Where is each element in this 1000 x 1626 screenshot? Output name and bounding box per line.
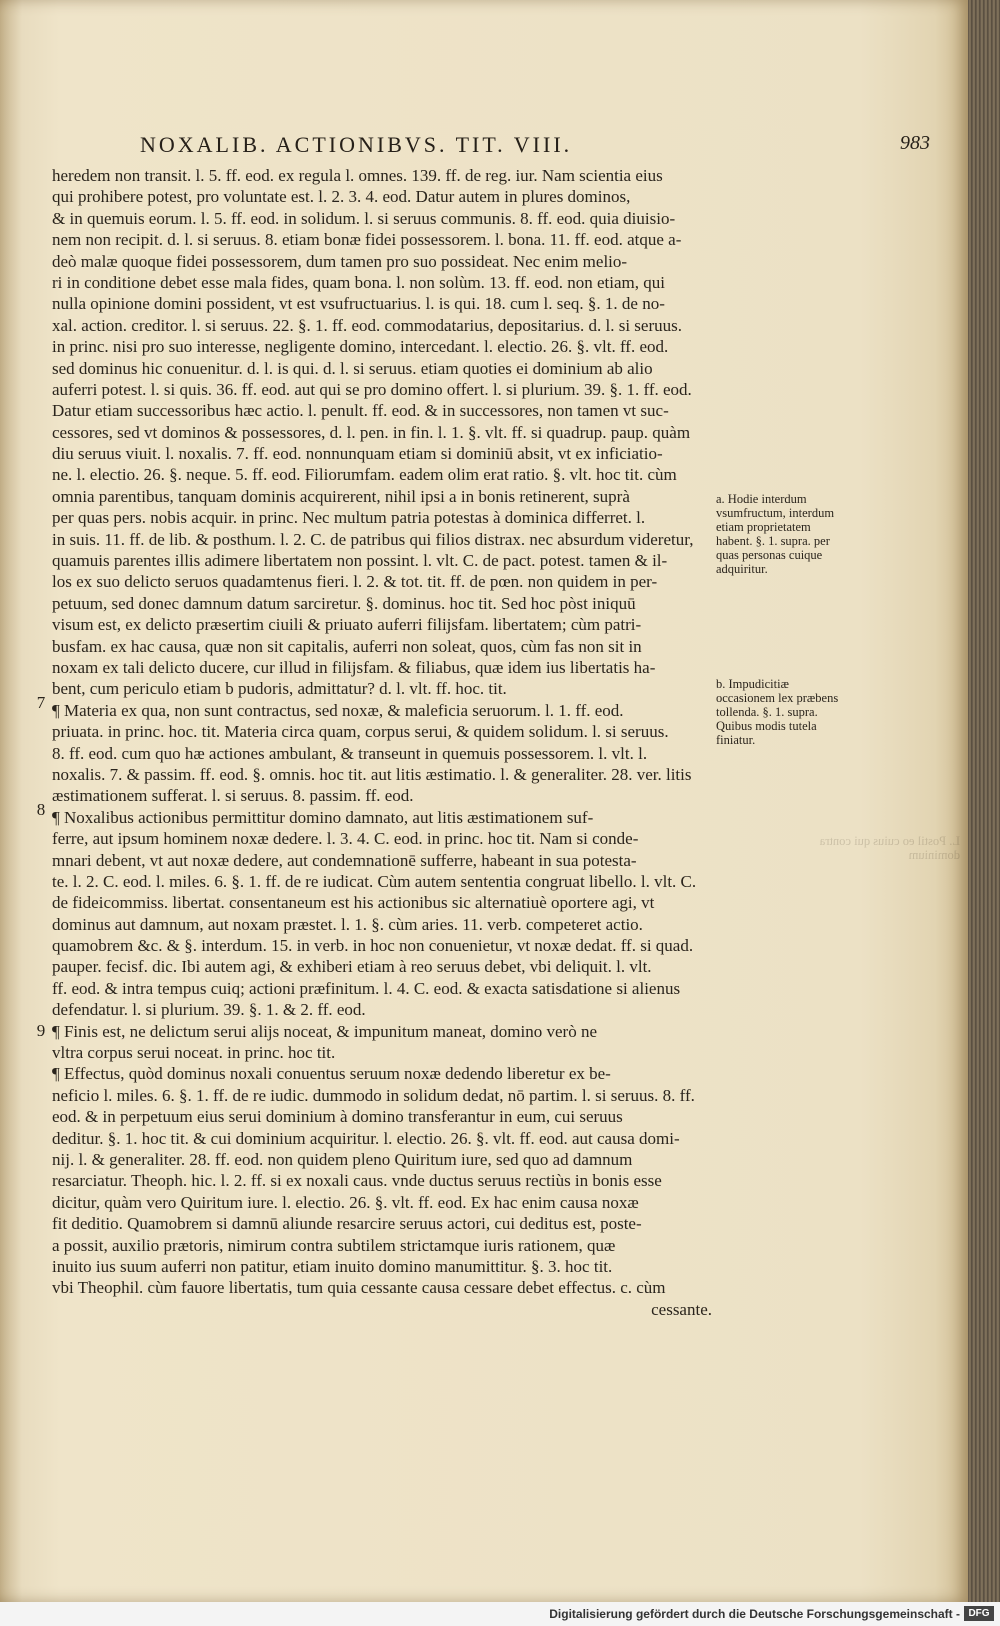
dfg-logo: DFG — [964, 1606, 994, 1621]
text-line: cessante. — [651, 1299, 712, 1319]
section-number-8: 8 — [36, 800, 46, 819]
text-line: 8. ff. eod. cum quo hæ actiones ambulant, & transeunt in quemuis possessorem. l. vlt. l. — [52, 743, 648, 763]
text-line: omnia parentibus, tanquam dominis acquirerent, nihil ipsi a in bonis retinerent, suprà — [52, 486, 630, 506]
text-line: sed dominus hic conuenitur. d. l. is qui. d. l. si seruus. etiam quoties ei dominium ab alio — [52, 358, 653, 378]
text-line: fit deditio. Quamobrem si damnū aliunde resarcire seruus actori, cui deditus est, poste- — [52, 1214, 642, 1234]
text-line: nem non recipit. d. l. si seruus. 8. etiam bonæ fidei possessorem. l. bona. 11. ff. eod. atque a- — [52, 230, 682, 250]
text-line: te. l. 2. C. eod. l. miles. 6. §. 1. ff. de re iudicat. Cùm autem sententia congruat libello. l. vlt. C. — [52, 871, 697, 891]
page-header — [140, 132, 930, 164]
text-line: Datur etiam successoribus hæc actio. l. penult. ff. eod. & in successores, non tamen vt suc- — [52, 401, 669, 421]
text-line: a possit, auxilio prætoris, nimirum contra subtilem strictamque iuris rationem, quæ — [52, 1235, 616, 1255]
text-line: deò malæ quoque fidei possessorem, dum tamen pro suo possideat. Nec enim melio- — [52, 251, 628, 271]
text-line: nulla opinione domini possident, vt est vsufructuarius. l. is qui. 18. cum l. seq. §. 1. de no- — [52, 294, 665, 314]
text-line: æstimationem sufferat. l. si seruus. 8. passim. ff. eod. — [52, 786, 414, 806]
text-line: heredem non transit. l. 5. ff. eod. ex regula l. omnes. 139. ff. de reg. iur. Nam scientia eius — [52, 166, 663, 185]
text-line: qui prohibere potest, pro voluntate est. l. 2. 3. 4. eod. Datur autem in plures dominos, — [52, 187, 631, 207]
text-line: petuum, sed donec damnum datum sarciretur. §. dominus. hoc tit. Sed hoc pòst iniquū — [52, 593, 636, 613]
text-line: diu seruus viuit. l. noxalis. 7. ff. eod. nonnunquam etiam si dominiū absit, vt ex inficiatio- — [52, 444, 663, 464]
text-line: mnari debent, vt aut noxæ dedere, aut condemnationē sufferre, habeant in sua potesta- — [52, 850, 637, 870]
text-line: ne. l. electio. 26. §. neque. 5. ff. eod. Filiorumfam. eadem olim erat ratio. §. vlt. hoc tit. cùm — [52, 465, 677, 485]
text-line: los ex suo delicto seruos quadamtenus fieri. l. 2. & tot. tit. ff. de pœn. non quidem in per- — [52, 572, 658, 592]
text-line: in suis. 11. ff. de lib. & posthum. l. 2. C. de patribus qui filios distrax. nec absurdum videretur, — [52, 529, 694, 549]
text-line: pauper. fecisf. dic. Ibi autem agi, & exhiberi etiam à reo seruus debet, vbi deliquit. l. vlt. — [52, 957, 652, 977]
text-line: eod. & in perpetuum eius serui dominium à domino transferantur in eum, cui seruus — [52, 1107, 623, 1127]
margin-note-a: a. Hodie interdum vsumfructum, interdum etiam proprietatem habent. §. 1. supra. per quas personas cuique adquiritur. — [716, 492, 835, 576]
text-line: & in quemuis eorum. l. 5. ff. eod. in solidum. l. si seruus communis. 8. ff. eod. quia diuisio- — [52, 208, 676, 228]
text-line: dicitur, quàm vero Quiritum iure. l. electio. 26. §. vlt. ff. eod. Ex hac enim causa noxæ — [52, 1192, 639, 1212]
margin-note-b: b. Impudicitiæ occasionem lex præbens tollenda. §. 1. supra. Quibus modis tutela finiatur. — [716, 677, 839, 747]
text-line: per quas pers. nobis acquir. in princ. Nec multum patria potestas à dominica differret. l. — [52, 508, 646, 528]
text-line: visum est, ex delicto præsertim ciuili & priuato auferri filijsfam. libertatem; cùm patri- — [52, 615, 642, 635]
text-line: defendatur. l. si plurium. 39. §. 1. & 2. ff. eod. — [52, 1000, 366, 1020]
text-line: xal. action. creditor. l. si seruus. 22. §. 1. ff. eod. commodatarius, depositarius. d. l. si seruus. — [52, 315, 682, 335]
text-line: de fideicommiss. libertat. consentaneum est his actionibus sic alternatiuè oportere agi, vt — [52, 893, 655, 913]
book-page-edges — [968, 0, 1000, 1602]
text-line: in princ. nisi pro suo interesse, negligente domino, intercedant. l. electio. 26. §. vlt. ff. eod. — [52, 337, 669, 357]
text-line: inuito ius suum auferri non patitur, etiam inuito domino manumittitur. §. 3. hoc tit. — [52, 1256, 613, 1276]
section-number-9: 9 — [36, 1021, 46, 1040]
text-line: vbi Theophil. cùm fauore libertatis, tum quia cessante causa cessare debet effectus. c. cùm — [52, 1278, 666, 1298]
text-line: deditur. §. 1. hoc tit. & cui dominium acquiritur. l. electio. 26. §. vlt. ff. eod. aut causa domi- — [52, 1128, 680, 1148]
section-number-7: 7 — [36, 693, 46, 712]
text-line: nij. l. & generaliter. 28. ff. eod. non quidem pleno Quiritum iure, sed quo ad damnum — [52, 1149, 633, 1169]
text-line: ¶ Noxalibus actionibus permittitur domino damnato, aut litis æstimationem suf- — [52, 807, 594, 827]
text-line: priuata. in princ. hoc. tit. Materia circa quam, corpus serui, & quidem solidum. l. si seruus. — [52, 722, 669, 742]
text-line: cessores, sed vt dominos & possessores, d. l. pen. in fin. l. 1. §. vlt. ff. si quadrup. paup. quàm — [52, 422, 691, 442]
digitization-footer — [0, 1602, 1000, 1626]
text-line: ff. eod. & intra tempus cuiq; actioni præfinitum. l. 4. C. eod. & exacta satisdatione si alienus — [52, 978, 681, 998]
text-line: quamuis parentes illis adimere libertatem non possint. l. vlt. C. de pact. potest. tamen & il- — [52, 551, 668, 571]
text-line: busfam. ex hac causa, quæ non sit capitalis, auferri non soleat, quos, cùm fas non sit in — [52, 636, 642, 656]
running-title: NOXALIB. ACTIONIBVS. TIT. VIII. — [140, 132, 573, 157]
text-line: ¶ Materia ex qua, non sunt contractus, sed noxæ, & maleficia seruorum. l. 1. ff. eod. — [52, 700, 624, 720]
text-line: ¶ Finis est, ne delictum serui alijs noceat, & impunitum maneat, domino verò ne — [52, 1021, 597, 1041]
page-number: 983 — [900, 132, 930, 154]
text-line: auferri potest. l. si quis. 36. ff. eod. aut qui se pro domino offert. l. si plurium. 39. §. 1. ff. eod. — [52, 379, 692, 399]
show-through-note: L. Postil eo cuius qui contra dominium — [819, 834, 960, 862]
text-line: ferre, aut ipsum hominem noxæ dedere. l. 3. 4. C. eod. in princ. hoc tit. Nam si conde- — [52, 829, 639, 849]
text-line: ri in conditione debet esse mala fides, quam bona. l. non solùm. 13. ff. eod. non etiam, qui — [52, 272, 665, 292]
text-line: quamobrem &c. & §. interdum. 15. in verb. in hoc non conuenietur, vt noxæ dedat. ff. si quad. — [52, 936, 694, 956]
text-line: noxam ex tali delicto ducere, cur illud in filijsfam. & filiabus, quæ idem ius libertatis ha- — [52, 657, 656, 677]
text-line: ¶ Effectus, quòd dominus noxali conuentus seruum noxæ dedendo liberetur ex be- — [52, 1064, 611, 1084]
text-line: vltra corpus serui noceat. in princ. hoc tit. — [52, 1043, 336, 1063]
text-line: dominus aut damnum, aut noxam præstet. l. 1. §. cùm aries. 11. verb. competeret actio. — [52, 914, 643, 934]
funding-credit: Digitalisierung gefördert durch die Deutsche Forschungsgemeinschaft - — [549, 1607, 960, 1621]
text-line: noxalis. 7. & passim. ff. eod. §. omnis. hoc tit. aut litis æstimatio. l. & generaliter. 28. ver. litis — [52, 764, 692, 784]
text-line: neficio l. miles. 6. §. 1. ff. de re iudic. dummodo in solidum dedat, nō partim. l. si seruus. 8. ff. — [52, 1085, 695, 1105]
text-line: bent, cum periculo etiam b pudoris, admittatur? d. l. vlt. ff. hoc. tit. — [52, 679, 507, 699]
text-line: resarciatur. Theoph. hic. l. 2. ff. si ex noxali caus. vnde ductus seruus rectiùs in bonis esse — [52, 1171, 662, 1191]
main-text-column — [52, 165, 712, 1320]
